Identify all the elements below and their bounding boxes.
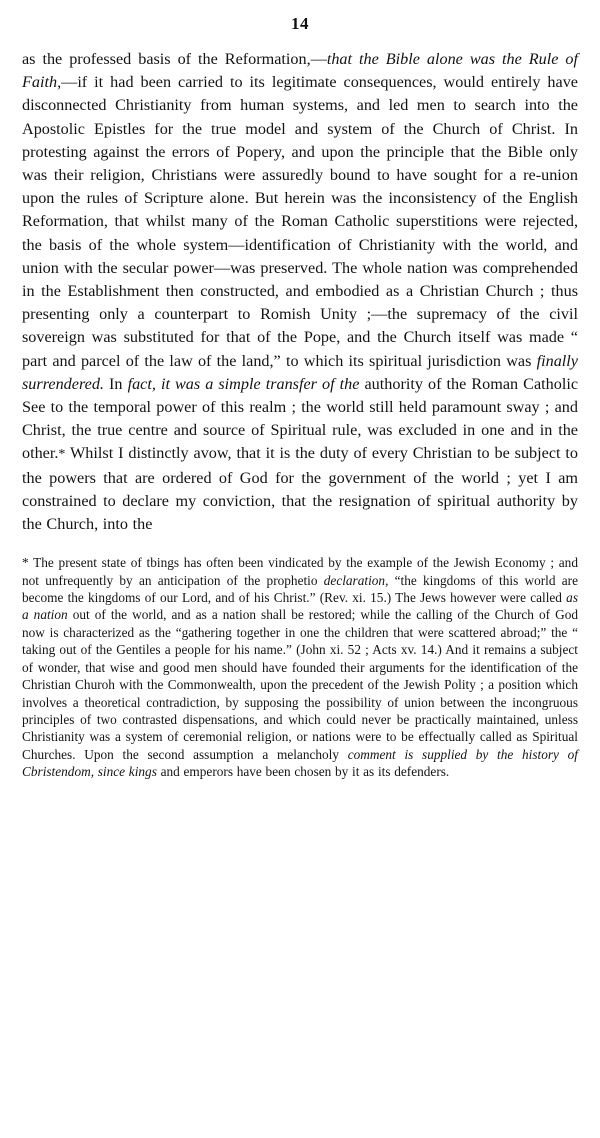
document-page <box>0 14 600 1138</box>
main-paragraph <box>22 48 578 536</box>
text-run: “the kingdoms of this world are become the kingdoms of our Lord, and of his Christ.” (Rev. xi. 15.) The Jews however were called <box>22 572 578 606</box>
italic-run: declaration, <box>323 572 389 588</box>
italic-run: finally surrendered. <box>22 351 578 393</box>
italic-run: fact, it was a simple transfer of the <box>127 374 360 393</box>
text-run: and emperors have been chosen by it as its defenders. <box>156 764 450 780</box>
italic-run: comment is supplied by the history of Cbristendom, since kings <box>22 746 578 780</box>
text-run: In <box>103 374 128 393</box>
footnote-block <box>22 554 578 780</box>
footnote-paragraph <box>22 554 578 780</box>
text-run: * <box>22 555 34 571</box>
italic-run: as a nation <box>22 590 578 623</box>
footnote-marker: * <box>58 447 66 463</box>
text-run: Whilst I distinctly avow, that it is the duty of every Christian to be subject to the powers that are ordered of God for the government of the world ; yet I am constrained to declare my conviction, that the resignation of spiritual authority by the Church, into the <box>22 444 578 534</box>
text-run: as the professed basis of the Reformation,— <box>22 50 327 68</box>
text-run: The present state of tbings has often been vindicated by the example of the Jewish Economy ; and not unfrequently by an anticipation of the prophetio <box>22 555 578 588</box>
italic-run: that the Bible alone was the Rule of Faith, <box>22 50 578 92</box>
text-run: —if it had been carried to its legitimate consequences, would entirely have disconnected Christianity from human systems, and led men to search into the Apostolic Epistles for the true model and system of the Church of Christ. In protesting against the errors of Popery, and upon the principle that the Bible only was their religion, Christians were assuredly bound to have sought for a re-union upon the rules of Scripture alone. But herein was the inconsistency of the English Reformation, that whilst many of the Roman Catholic superstitions were rejected, the basis of the whole system—identification of Christianity with the world, and union with the secular power—was preserved. The whole nation was comprehended in the Establishment then constructed, and embodied as a Christian Church ; thus presenting only a counterpart to Romish Unity ;—the supremacy of the civil sovereign was substituted for that of the Pope, and the Church itself was made “ part and parcel of the law of the land,” to which its spiritual jurisdiction was <box>22 73 578 370</box>
main-body-text <box>22 48 578 536</box>
text-run: out of the world, and as a nation shall be restored; while the calling of the Church of God now is characterized as the “gathering together in one the children that were scattered abroad;” the “ taking out of the Gentiles a people for his name.” (John xi. 52 ; Acts xv. 14.) And it remains a subject of wonder, that wise and good men should have founded their arguments for the identification of the Christian Churoh with the Commonwealth, upon the precedent of the Jewish Polity ; a position which involves a theoretical contradiction, by supposing the possibility of union between the incongruous principles of two contrasted dispensations, and which could never be practically maintained, unless Christianity was a system of ceremonial religion, or nations were to be effectually called as Spiritual Churches. Upon the second assumption a melancholy <box>22 607 578 762</box>
page-number: 14 <box>291 14 309 33</box>
text-run: authority of the Roman Catholic See to the temporal power of this realm ; the world still held paramount sway ; and Christ, the true centre and source of Spiritual rule, was excluded in one and in the other. <box>22 374 579 463</box>
